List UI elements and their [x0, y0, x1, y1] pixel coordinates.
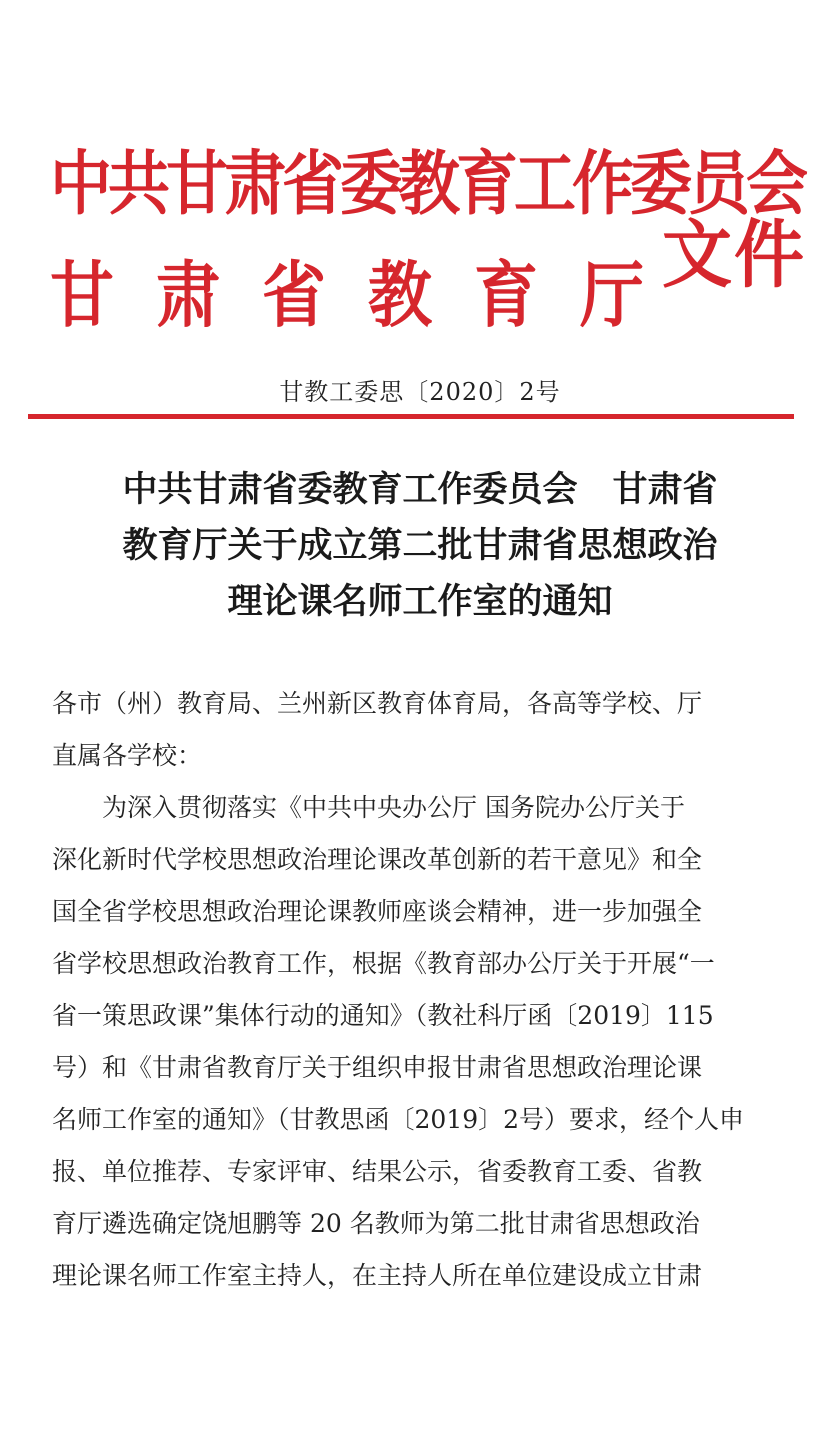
- body-line: 省一策思政课”集体行动的通知》（教社科厅函〔2019〕115: [52, 1001, 714, 1030]
- body-line: 育厅遴选确定饶旭鹏等 20 名教师为第二批甘肃省思想政治: [52, 1209, 700, 1238]
- title-line: 理论课名师工作室的通知: [227, 581, 613, 622]
- document-number: 甘教工委思〔2020〕2号: [279, 378, 561, 406]
- body-line: 号）和《甘肃省教育厅关于组织申报甘肃省思想政治理论课: [52, 1053, 703, 1082]
- title-line: 教育厅关于成立第二批甘肃省思想政治: [122, 525, 718, 566]
- body-line: 深化新时代学校思想政治理论课改革创新的若干意见》和全: [52, 845, 703, 874]
- body-line: 为深入贯彻落实《中共中央办公厅 国务院办公厅关于: [52, 793, 685, 822]
- red-divider-rule: [28, 414, 794, 419]
- body-line: 省学校思想政治教育工作，根据《教育部办公厅关于开展“一: [52, 949, 715, 978]
- document-title: [60, 462, 780, 630]
- document-body: [52, 678, 782, 1302]
- issuer-line-2: 甘肃省教育厅: [50, 253, 686, 338]
- body-line: 直属各学校：: [52, 741, 203, 770]
- title-line: 中共甘肃省委教育工作委员会 甘肃省: [122, 469, 718, 510]
- body-line: 名师工作室的通知》（甘教思函〔2019〕2号）要求，经个人申: [52, 1105, 745, 1134]
- body-line: 国全省学校思想政治理论课教师座谈会精神，进一步加强全: [52, 897, 703, 926]
- document-type-suffix: 文件: [662, 210, 806, 298]
- body-line: 各市（州）教育局、兰州新区教育体育局，各高等学校、厅: [52, 689, 703, 718]
- issuer-line-1: 中共甘肃省委教育工作委员会: [50, 142, 805, 225]
- body-line: 理论课名师工作室主持人，在主持人所在单位建设成立甘肃: [52, 1261, 703, 1290]
- body-line: 报、单位推荐、专家评审、结果公示，省委教育工委、省教: [52, 1157, 703, 1186]
